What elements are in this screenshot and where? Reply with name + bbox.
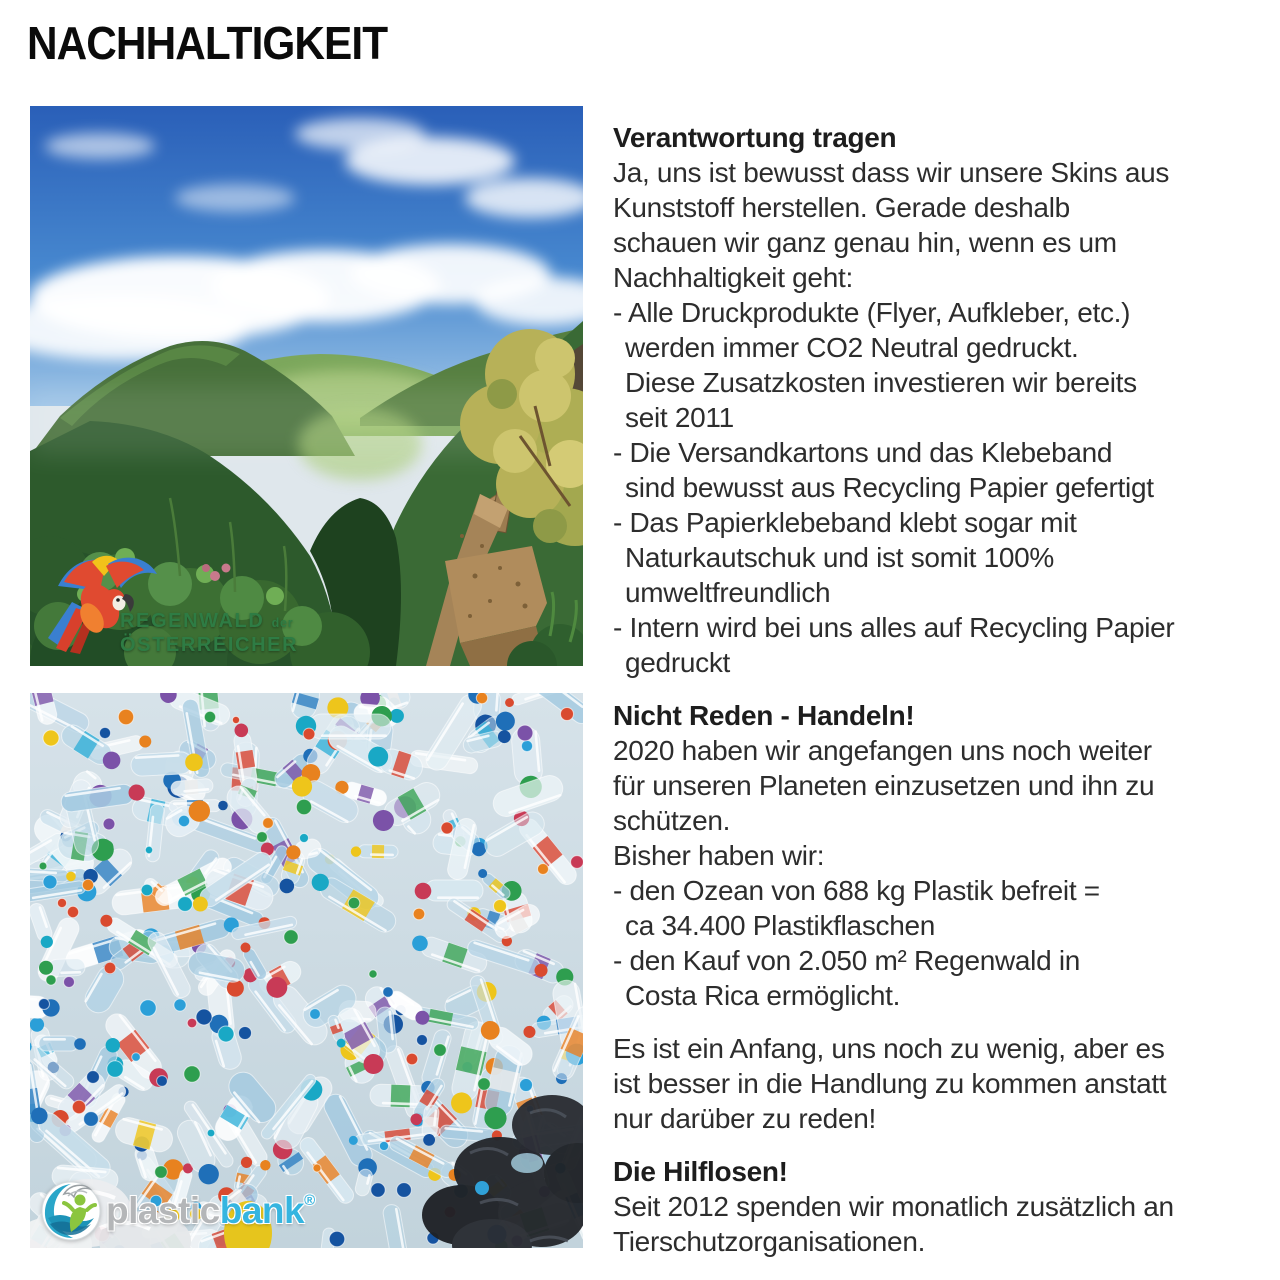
- text-line: ist besser in die Handlung zu kommen anstatt: [613, 1068, 1167, 1099]
- text-line: Kunststoff herstellen. Gerade deshalb: [613, 192, 1070, 223]
- regenwald-word2: ÖSTERREICHER: [120, 634, 299, 656]
- text-line: ca 34.400 Plastikflaschen: [625, 910, 936, 941]
- text-line: Nachhaltigkeit geht:: [613, 262, 853, 293]
- text-line: umweltfreundlich: [625, 577, 831, 608]
- text-line: Verantwortung tragen: [613, 122, 897, 153]
- text-line: - den Ozean von 688 kg Plastik befreit =: [613, 875, 1100, 906]
- text-line: - den Kauf von 2.050 m² Regenwald in: [613, 945, 1081, 976]
- text-section: [613, 1154, 1278, 1259]
- text-line: Ja, uns ist bewusst dass wir unsere Skins aus: [613, 157, 1170, 188]
- text-line: Diese Zusatzkosten investieren wir bereits: [625, 367, 1137, 398]
- page-title: NACHHALTIGKEIT: [27, 17, 388, 69]
- regenwald-word1-suffix: der: [271, 616, 294, 630]
- plasticbank-logo: [40, 1180, 315, 1242]
- text-line: 2020 haben wir angefangen uns noch weiter: [613, 735, 1152, 766]
- text-section: [613, 120, 1278, 680]
- text-line: Es ist ein Anfang, uns noch zu wenig, aber es: [613, 1033, 1165, 1064]
- regenwald-logo: [42, 550, 332, 660]
- plasticbank-icon: [40, 1180, 102, 1242]
- article-text: [613, 120, 1278, 1277]
- plastic-bottles-photo: [30, 693, 583, 1248]
- text-line: gedruckt: [625, 647, 730, 678]
- text-line: - Intern wird bei uns alles auf Recycling Papier: [613, 612, 1175, 643]
- text-line: - Alle Druckprodukte (Flyer, Aufkleber, etc.): [613, 297, 1131, 328]
- text-line: werden immer CO2 Neutral gedruckt.: [625, 332, 1079, 363]
- text-line: Die Hilflosen!: [613, 1156, 788, 1187]
- text-line: nur darüber zu reden!: [613, 1103, 876, 1134]
- text-line: Nicht Reden - Handeln!: [613, 700, 915, 731]
- text-line: Naturkautschuk und ist somit 100%: [625, 542, 1054, 573]
- text-line: Bisher haben wir:: [613, 840, 825, 871]
- text-line: schauen wir ganz genau hin, wenn es um: [613, 227, 1117, 258]
- text-section: [613, 1031, 1278, 1136]
- plastic-scene: [30, 693, 583, 1248]
- plasticbank-word1: plastic: [106, 1190, 220, 1231]
- plasticbank-word2: bank: [219, 1190, 305, 1231]
- text-line: - Das Papierklebeband klebt sogar mit: [613, 507, 1077, 538]
- text-line: sind bewusst aus Recycling Papier gefertigt: [625, 472, 1154, 503]
- text-line: schützen.: [613, 805, 731, 836]
- text-line: Seit 2012 spenden wir monatlich zusätzlich an: [613, 1191, 1174, 1222]
- text-line: Tierschutzorganisationen.: [613, 1226, 926, 1257]
- rainforest-photo: [30, 106, 583, 666]
- registered-mark: ®: [304, 1192, 315, 1209]
- text-section: [613, 698, 1278, 1013]
- regenwald-logo-text: [120, 610, 298, 656]
- text-line: für unseren Planeten einzusetzen und ihn zu: [613, 770, 1155, 801]
- text-line: - Die Versandkartons und das Klebeband: [613, 437, 1113, 468]
- regenwald-word1: REGENWALD: [120, 610, 265, 632]
- text-line: seit 2011: [625, 402, 734, 433]
- text-line: Costa Rica ermöglicht.: [625, 980, 901, 1011]
